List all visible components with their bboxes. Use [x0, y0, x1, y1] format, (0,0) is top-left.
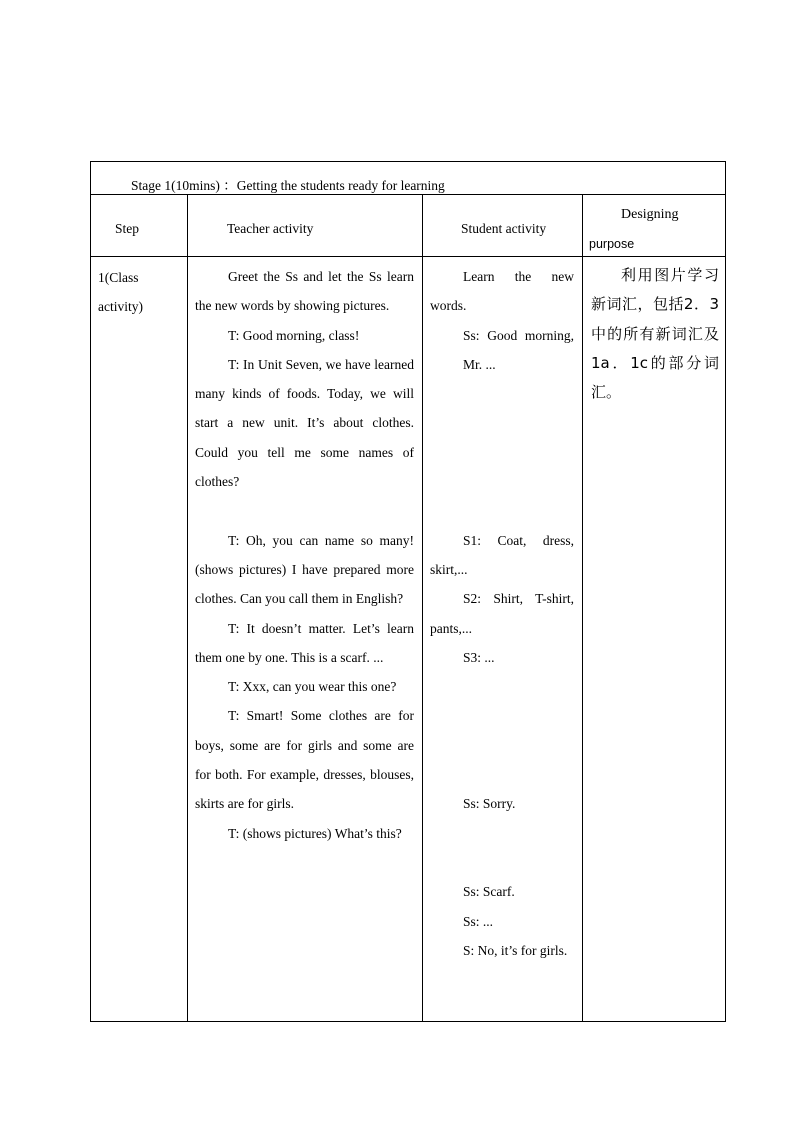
student-line: Ss: Scarf. — [463, 884, 515, 900]
student-line: S: No, it’s for girls. — [463, 942, 568, 958]
header-purpose-line2: purpose — [589, 237, 635, 251]
designing-purpose-cell — [583, 257, 726, 1022]
teacher-activity-cell — [188, 257, 423, 1022]
header-step-cell — [91, 195, 188, 257]
student-line: Ss: ... — [463, 913, 494, 929]
stage-title-cell — [91, 162, 726, 195]
header-student-cell — [423, 195, 583, 257]
student-line: Learn the new words. — [430, 269, 574, 314]
stage-title: Stage 1(10mins) ：Getting the students ready for learning — [131, 178, 445, 193]
student-line: S3: ... — [463, 649, 495, 665]
teacher-paragraph: T: Good morning, class! — [228, 327, 360, 343]
step-label-line2: activity) — [98, 299, 143, 315]
student-line: S2: Shirt, T-shirt, pants,... — [430, 591, 574, 636]
teacher-paragraph: T: Smart! Some clothes are for boys, some are for girls and some are for both. For example, dresses, blouses, skirts are for girls. — [195, 708, 414, 812]
header-purpose-cell — [583, 195, 726, 257]
teacher-paragraph: T: Xxx, can you wear this one? — [228, 679, 397, 695]
student-line: S1: Coat, dress, skirt,... — [430, 532, 574, 577]
purpose-text: 利用图片学习新词汇，包括2．3中的所有新词汇及1a．1c的部分词汇。 — [591, 266, 719, 402]
student-line: Ss: Good morning, Mr. ... — [463, 327, 574, 372]
teacher-paragraph: T: It doesn’t matter. Let’s learn them one by one. This is a scarf. ... — [195, 620, 414, 665]
header-purpose-line1: Designing — [621, 207, 679, 222]
header-student-activity: Student activity — [461, 221, 547, 236]
step-cell — [91, 257, 188, 1022]
student-line: Ss: Sorry. — [463, 796, 516, 812]
header-step: Step — [115, 221, 140, 236]
teacher-paragraph: T: (shows pictures) What’s this? — [228, 825, 402, 841]
teacher-paragraph: T: Oh, you can name so many! (shows pictures) I have prepared more clothes. Can you call them in English? — [195, 532, 414, 607]
teacher-paragraph: Greet the Ss and let the Ss learn the new words by showing pictures. — [195, 269, 414, 314]
step-label-line1: 1(Class — [98, 270, 139, 285]
lesson-plan-table — [90, 161, 726, 1022]
header-teacher-activity: Teacher activity — [227, 221, 314, 236]
student-activity-cell — [423, 257, 583, 1022]
header-teacher-cell — [188, 195, 423, 257]
teacher-paragraph: T: In Unit Seven, we have learned many kinds of foods. Today, we will start a new unit. It’s about clothes. Could you tell me some names of clothes? — [195, 356, 414, 490]
